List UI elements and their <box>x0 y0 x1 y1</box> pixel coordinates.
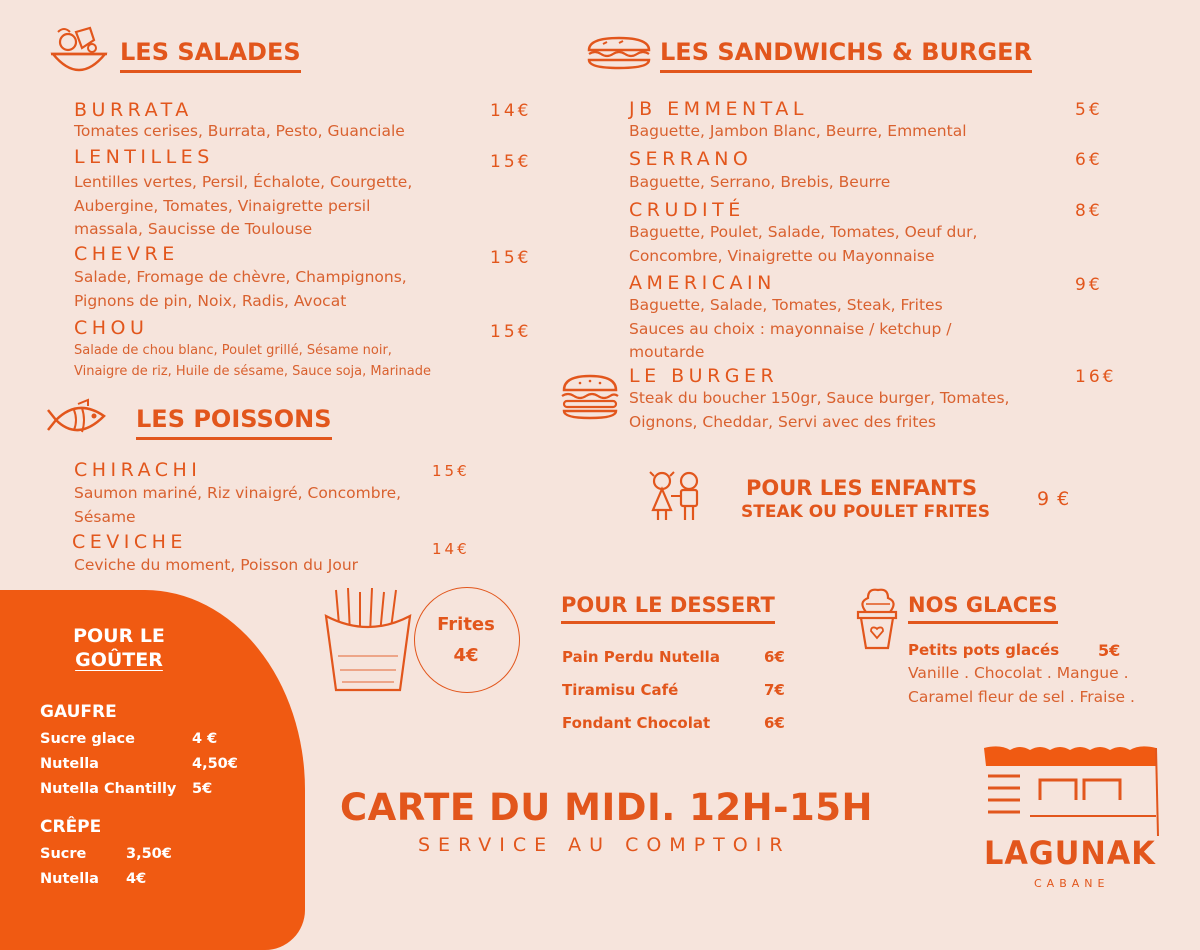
kids-icon <box>645 470 707 524</box>
frites-circle <box>414 587 520 693</box>
poisson-price-ceviche: 14€ <box>432 540 470 558</box>
salade-name-chou: CHOU <box>74 317 149 339</box>
frites-price: 4€ <box>453 645 479 666</box>
sandwich-icon <box>585 36 653 70</box>
salade-desc-lentilles <box>74 171 412 242</box>
enfants-price: 9 € <box>1037 488 1071 510</box>
ice-cream-cup-icon <box>854 586 900 652</box>
sandwich-price-serrano: 6€ <box>1075 150 1103 170</box>
sandwichs-title: LES SANDWICHS & BURGER <box>660 38 1032 73</box>
dessert-price: 6€ <box>764 714 785 732</box>
salade-desc-chou <box>74 340 431 382</box>
desc-line: Oignons, Cheddar, Servi avec des frites <box>629 412 937 431</box>
poisson-desc-ceviche: Ceviche du moment, Poisson du Jour <box>74 556 359 574</box>
enfants-subtitle: STEAK OU POULET FRITES <box>741 502 991 522</box>
logo-tagline: CABANE <box>1034 877 1110 890</box>
gaufre-price: 4 € <box>192 731 218 747</box>
desc-line: Steak du boucher 150gr, Sauce burger, Tomates, <box>629 389 1010 407</box>
dessert-name: Tiramisu Café <box>562 681 679 699</box>
footer-subtitle: SERVICE AU COMPTOIR <box>418 834 791 856</box>
desc-line: moutarde <box>629 343 705 361</box>
sandwich-name-jb: JB EMMENTAL <box>629 98 808 120</box>
crepe-price: 4€ <box>126 871 147 887</box>
salade-name-burrata: BURRATA <box>74 99 193 121</box>
gouter-title-line: POUR LE <box>73 625 165 647</box>
dessert-name: Pain Perdu Nutella <box>562 648 720 666</box>
lagunak-logo-icon <box>980 742 1172 838</box>
sandwich-desc-serrano: Baguette, Serrano, Brebis, Beurre <box>629 173 891 191</box>
gouter-title-line: GOÛTER <box>75 649 163 671</box>
sandwich-desc-crudite <box>629 221 978 268</box>
desc-line: Caramel fleur de sel . Fraise . <box>908 687 1135 706</box>
sandwich-desc-burger <box>629 387 1009 434</box>
fish-icon <box>48 398 114 442</box>
salade-price-lentilles: 15€ <box>490 152 532 172</box>
footer-title: CARTE DU MIDI. 12H-15H <box>340 786 873 829</box>
gouter-title <box>54 624 184 672</box>
salade-name-lentilles: LENTILLES <box>74 146 214 168</box>
gaufre-name: Sucre glace <box>40 731 135 747</box>
desc-line: Vinaigre de riz, Huile de sésame, Sauce soja, Marinade <box>74 364 431 379</box>
glaces-title: NOS GLACES <box>908 593 1058 624</box>
fries-icon <box>322 586 414 692</box>
crepe-price: 3,50€ <box>126 846 172 862</box>
poisson-name-ceviche: CEVICHE <box>72 531 187 553</box>
crepe-name: Sucre <box>40 846 87 862</box>
dessert-title: POUR LE DESSERT <box>561 593 775 624</box>
poisson-name-chirachi: CHIRACHI <box>74 459 202 481</box>
enfants-title: POUR LES ENFANTS <box>746 476 978 500</box>
desc-line: Concombre, Vinaigrette ou Mayonnaise <box>629 246 935 265</box>
gaufre-name: Nutella Chantilly <box>40 781 177 797</box>
desc-line: Baguette, Salade, Tomates, Steak, Frites <box>629 296 943 314</box>
dessert-price: 7€ <box>764 681 785 699</box>
sandwich-name-crudite: CRUDITÉ <box>629 199 745 221</box>
sandwich-price-burger: 16€ <box>1075 367 1117 387</box>
logo-name: LAGUNAK <box>984 834 1156 872</box>
desc-line: Salade de chou blanc, Poulet grillé, Sésame noir, <box>74 343 392 358</box>
desc-line: Saumon mariné, Riz vinaigré, Concombre, <box>74 484 402 502</box>
frites-label: Frites <box>437 614 495 635</box>
crepe-title: CRÊPE <box>40 817 102 837</box>
salad-bowl-icon <box>50 26 108 78</box>
desc-line: Lentilles vertes, Persil, Échalote, Courgette, <box>74 173 413 191</box>
desc-line: massala, Saucisse de Toulouse <box>74 220 313 238</box>
glaces-price: 5€ <box>1098 641 1121 660</box>
poisson-desc-chirachi <box>74 482 401 529</box>
desc-line: Sésame <box>74 507 136 526</box>
sandwich-price-jb: 5€ <box>1075 100 1103 120</box>
sandwich-desc-americain <box>629 294 951 365</box>
dessert-name: Fondant Chocolat <box>562 714 711 732</box>
glaces-item: Petits pots glacés <box>908 641 1060 659</box>
poissons-title: LES POISSONS <box>136 405 332 440</box>
glaces-flavors <box>908 662 1135 709</box>
desc-line: Aubergine, Tomates, Vinaigrette persil <box>74 196 371 215</box>
salades-title: LES SALADES <box>120 38 301 73</box>
gaufre-title: GAUFRE <box>40 702 117 722</box>
crepe-name: Nutella <box>40 871 99 887</box>
salade-price-burrata: 14€ <box>490 101 532 121</box>
gaufre-name: Nutella <box>40 756 99 772</box>
poisson-price-chirachi: 15€ <box>432 462 470 480</box>
salade-desc-burrata: Tomates cerises, Burrata, Pesto, Guanciale <box>74 122 405 140</box>
salade-name-chevre: CHEVRE <box>74 243 179 265</box>
gaufre-price: 5€ <box>192 781 213 797</box>
salade-price-chevre: 15€ <box>490 248 532 268</box>
desc-line: Sauces au choix : mayonnaise / ketchup / <box>629 319 952 338</box>
salade-price-chou: 15€ <box>490 322 532 342</box>
sandwich-price-americain: 9€ <box>1075 275 1103 295</box>
sandwich-desc-jb: Baguette, Jambon Blanc, Beurre, Emmental <box>629 122 967 140</box>
sandwich-name-serrano: SERRANO <box>629 148 753 170</box>
sandwich-price-crudite: 8€ <box>1075 201 1103 221</box>
sandwich-name-burger: LE BURGER <box>629 365 779 387</box>
dessert-price: 6€ <box>764 648 785 666</box>
gaufre-price: 4,50€ <box>192 756 238 772</box>
desc-line: Salade, Fromage de chèvre, Champignons, <box>74 268 407 286</box>
sandwich-name-americain: AMERICAIN <box>629 272 776 294</box>
desc-line: Vanille . Chocolat . Mangue . <box>908 664 1129 682</box>
burger-icon <box>560 374 620 420</box>
salade-desc-chevre <box>74 266 407 313</box>
desc-line: Pignons de pin, Noix, Radis, Avocat <box>74 291 347 310</box>
desc-line: Baguette, Poulet, Salade, Tomates, Oeuf dur, <box>629 223 978 241</box>
